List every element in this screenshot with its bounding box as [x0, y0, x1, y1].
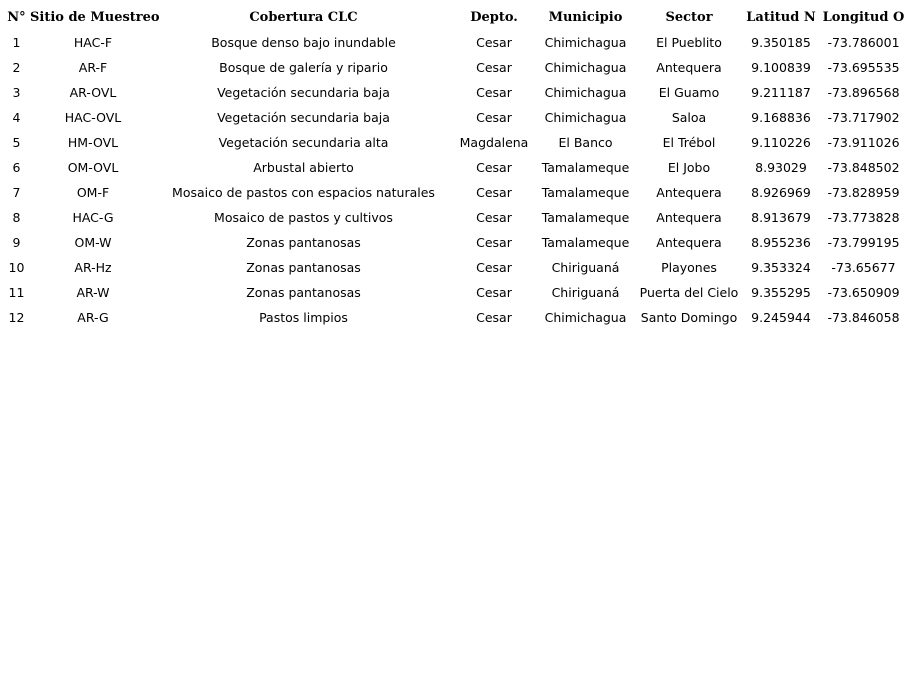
cell-longitude: -73.65677: [831, 260, 896, 275]
table-header: [3, 5, 909, 30]
cell-land-cover: Vegetación secundaria alta: [218, 135, 389, 150]
cell-longitude: -73.786001: [827, 35, 900, 50]
cell-latitude: 8.93029: [755, 160, 807, 175]
cell-longitude: -73.828959: [827, 185, 900, 200]
cell-sector: Antequera: [656, 210, 722, 225]
cell-number: 5: [12, 135, 21, 150]
cell-sampling-site: OM-W: [74, 235, 112, 250]
cell-sector: Playones: [661, 260, 717, 275]
cell-latitude: 9.350185: [751, 35, 811, 50]
cell-municipality: Tamalameque: [541, 160, 630, 175]
cell-sampling-site: OM-F: [76, 185, 110, 200]
cell-department: Cesar: [476, 210, 512, 225]
table-body: [3, 30, 909, 330]
cell-number: 12: [8, 310, 25, 325]
cell-sampling-site: HAC-F: [73, 35, 113, 50]
header-number: N°: [7, 10, 26, 25]
cell-longitude: -73.650909: [827, 285, 900, 300]
cell-department: Cesar: [476, 285, 512, 300]
cell-number: 4: [12, 110, 21, 125]
cell-municipality: Tamalameque: [541, 210, 630, 225]
header-sector: Sector: [665, 10, 713, 25]
cell-land-cover: Zonas pantanosas: [246, 235, 361, 250]
table-row: [3, 230, 909, 255]
cell-sampling-site: AR-OVL: [69, 85, 117, 100]
cell-land-cover: Arbustal abierto: [253, 160, 354, 175]
cell-land-cover: Bosque denso bajo inundable: [211, 35, 396, 50]
header-municipality: Municipio: [548, 10, 623, 25]
header-latitude: Latitud N: [746, 10, 816, 25]
header-sampling-site: Sitio de Muestreo: [30, 10, 160, 25]
cell-sector: El Guamo: [658, 85, 720, 100]
cell-number: 10: [8, 260, 25, 275]
cell-sampling-site: HAC-G: [72, 210, 114, 225]
table-row: [3, 255, 909, 280]
cell-number: 8: [12, 210, 21, 225]
cell-sector: Antequera: [656, 235, 722, 250]
cell-sampling-site: OM-OVL: [67, 160, 119, 175]
cell-latitude: 9.211187: [751, 85, 811, 100]
cell-longitude: -73.717902: [827, 110, 900, 125]
cell-longitude: -73.846058: [827, 310, 900, 325]
cell-latitude: 9.245944: [751, 310, 811, 325]
cell-number: 11: [8, 285, 25, 300]
cell-municipality: Chimichagua: [544, 310, 627, 325]
cell-land-cover: Zonas pantanosas: [246, 260, 361, 275]
cell-number: 1: [12, 35, 21, 50]
header-row: [3, 5, 909, 30]
cell-sampling-site: AR-Hz: [74, 260, 112, 275]
cell-department: Cesar: [476, 310, 512, 325]
cell-sampling-site: AR-W: [76, 285, 110, 300]
cell-latitude: 9.110226: [751, 135, 811, 150]
cell-number: 6: [12, 160, 21, 175]
cell-department: Cesar: [476, 110, 512, 125]
cell-sampling-site: HM-OVL: [67, 135, 119, 150]
cell-municipality: Chiriguaná: [551, 285, 620, 300]
cell-municipality: Chiriguaná: [551, 260, 620, 275]
cell-sector: Saloa: [671, 110, 707, 125]
cell-land-cover: Vegetación secundaria baja: [217, 110, 390, 125]
cell-latitude: 9.353324: [751, 260, 811, 275]
cell-sector: El Jobo: [667, 160, 711, 175]
cell-longitude: -73.911026: [827, 135, 900, 150]
cell-department: Cesar: [476, 260, 512, 275]
cell-sector: El Pueblito: [656, 35, 722, 50]
cell-number: 7: [12, 185, 21, 200]
table-row: [3, 80, 909, 105]
cell-land-cover: Bosque de galería y ripario: [219, 60, 388, 75]
cell-latitude: 8.913679: [751, 210, 811, 225]
cell-longitude: -73.896568: [827, 85, 900, 100]
table-row: [3, 55, 909, 80]
cell-municipality: Tamalameque: [541, 185, 630, 200]
cell-latitude: 8.926969: [751, 185, 811, 200]
table-row: [3, 205, 909, 230]
cell-latitude: 9.168836: [751, 110, 811, 125]
header-land-cover: Cobertura CLC: [249, 10, 358, 25]
sampling-sites-table: [3, 5, 909, 330]
cell-municipality: Tamalameque: [541, 235, 630, 250]
cell-sector: Santo Domingo: [640, 310, 738, 325]
cell-latitude: 8.955236: [751, 235, 811, 250]
cell-department: Cesar: [476, 160, 512, 175]
cell-sampling-site: AR-F: [78, 60, 108, 75]
cell-number: 3: [12, 85, 21, 100]
cell-department: Cesar: [476, 185, 512, 200]
cell-latitude: 9.355295: [751, 285, 811, 300]
sampling-sites-sheet: [3, 5, 909, 330]
cell-sector: Antequera: [656, 185, 722, 200]
cell-longitude: -73.799195: [827, 235, 900, 250]
cell-land-cover: Mosaico de pastos y cultivos: [214, 210, 393, 225]
cell-land-cover: Mosaico de pastos con espacios naturales: [172, 185, 435, 200]
cell-longitude: -73.773828: [827, 210, 900, 225]
table-row: [3, 180, 909, 205]
cell-municipality: Chimichagua: [544, 110, 627, 125]
header-longitude: Longitud O: [822, 10, 905, 25]
cell-municipality: Chimichagua: [544, 85, 627, 100]
cell-latitude: 9.100839: [751, 60, 811, 75]
cell-longitude: -73.695535: [827, 60, 900, 75]
cell-land-cover: Vegetación secundaria baja: [217, 85, 390, 100]
table-row: [3, 280, 909, 305]
cell-longitude: -73.848502: [827, 160, 900, 175]
cell-sampling-site: AR-G: [77, 310, 109, 325]
cell-number: 2: [12, 60, 21, 75]
cell-department: Cesar: [476, 60, 512, 75]
table-row: [3, 305, 909, 330]
cell-department: Magdalena: [459, 135, 529, 150]
cell-department: Cesar: [476, 35, 512, 50]
cell-municipality: Chimichagua: [544, 35, 627, 50]
cell-sector: Antequera: [656, 60, 722, 75]
table-row: [3, 105, 909, 130]
cell-land-cover: Zonas pantanosas: [246, 285, 361, 300]
header-department: Depto.: [470, 10, 518, 25]
table-row: [3, 155, 909, 180]
cell-sector: Puerta del Cielo: [639, 285, 739, 300]
cell-municipality: Chimichagua: [544, 60, 627, 75]
cell-sector: El Trébol: [662, 135, 716, 150]
cell-department: Cesar: [476, 235, 512, 250]
cell-sampling-site: HAC-OVL: [64, 110, 122, 125]
cell-number: 9: [12, 235, 21, 250]
cell-department: Cesar: [476, 85, 512, 100]
table-row: [3, 30, 909, 55]
table-row: [3, 130, 909, 155]
cell-land-cover: Pastos limpios: [259, 310, 348, 325]
cell-municipality: El Banco: [558, 135, 613, 150]
